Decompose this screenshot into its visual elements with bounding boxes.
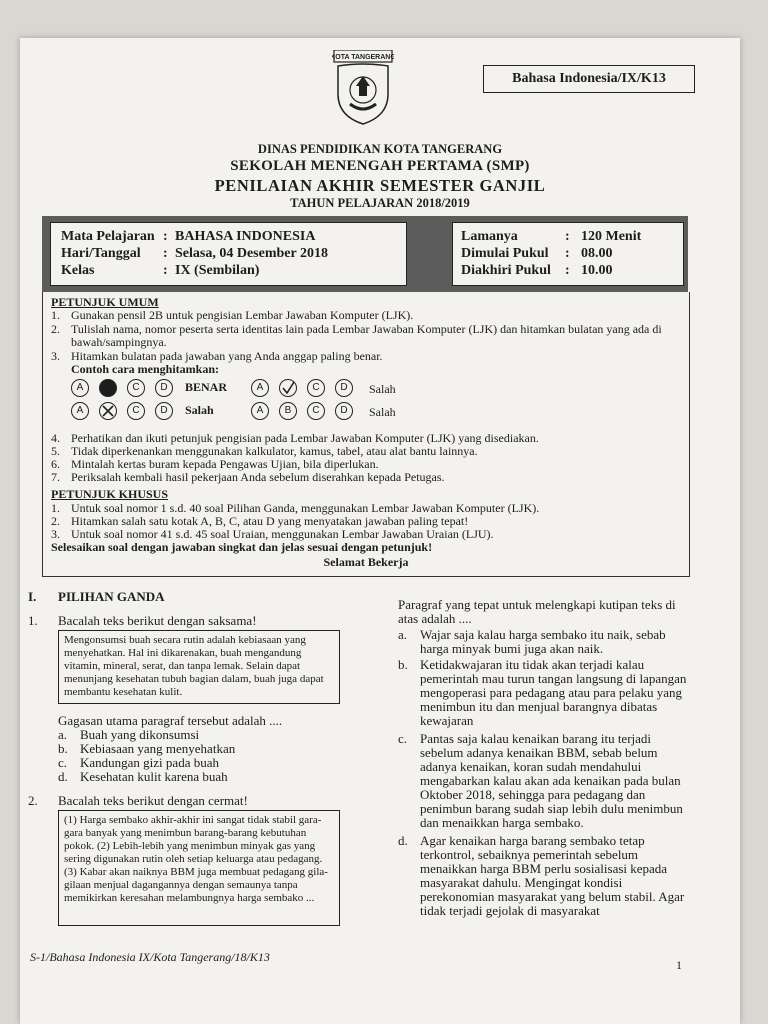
instructions-box: PETUNJUK UMUM 1. Gunakan pensil 2B untuk pengisian Lembar Jawaban Komputer (LJK). 2. Tulislah nama, nomor peserta serta identitas lain pada Lembar Jawaban Komputer (LJK) dan hitamkan bulatan yang ada di bawah/sampingnya. 3. Hitamkan bulatan pada jawaban yang Anda anggap paling benar. Contoh cara menghitamkan: A C D BENAR A C D Salah A C D Salah A B C D Salah 4. Perhatikan dan ikuti petunjuk pengisian pada Lembar Jawaban Komputer (LJK) yang disediakan. 5. Tidak diperkenankan menggunakan kalkulator, kamus, tabel, atau alat bantu lainnya. 6. Mintalah kertas buram kepada Pengawas Ujian, bila diperlukan. 7. Periksalah kembali hasil pekerjaan Anda sebelum diserahkan kepada Petugas. PETUNJUK KHUSUS 1. Untuk soal nomor 1 s.d. 40 soal Pilihan Ganda, menggunakan Lembar Jawaban Komputer (LJK). 2. Hitamkan salah satu kotak A, B, C, atau D yang menyatakan jawaban paling tepat! 3. Untuk soal nomor 41 s.d. 45 soal Uraian, menggunakan Lembar Jawaban Uraian (LJU). Selesaikan soal dengan jawaban singkat dan jelas sesuai dengan petunjuk! Selamat Bekerja xyxy=(42,292,690,577)
kota-tangerang-logo-icon xyxy=(332,50,394,126)
q2-option-c[interactable]: Pantas saja kalau kenaikan barang itu terjadi sebelum adanya kenaikan BBM, sebab belum adanya kenaikan, koran sudah mendahului mengabarkan kalau akan ada kenaikan pada bulan Oktober 2018, sehingga para pedagang dan penimbun barang sudah siap lebih dulu menimbun dan menaikkan harga sembako. xyxy=(420,731,683,830)
option-key: d. xyxy=(398,833,408,848)
q2-number: 2. xyxy=(28,793,38,808)
info-date: Selasa, 04 Desember 2018 xyxy=(175,246,328,261)
info-sep: : xyxy=(163,229,168,244)
benar-label: BENAR xyxy=(185,380,228,394)
option-key: b. xyxy=(58,741,68,756)
q1-question: Gagasan utama paragraf tersebut adalah .... xyxy=(58,713,283,728)
info-label: Dimulai Pukul xyxy=(461,246,549,261)
info-label: Hari/Tanggal xyxy=(61,246,141,261)
info-sep: : xyxy=(565,263,570,278)
info-right-box xyxy=(452,222,684,286)
info-end: 10.00 xyxy=(581,263,613,278)
q1-passage: Mengonsumsi buah secara rutin adalah kebiasaan yang menyehatkan. Hal ini dikarenakan, buah mengandung vitamin, mineral, serat, dan tanpa lemak. Selain dapat menunjang kesehatan tubuh bagian dalam, buah juga dapat membantu kesehatan kulit. xyxy=(58,630,340,704)
bubble-a: A xyxy=(251,379,269,397)
info-sep: : xyxy=(565,229,570,244)
q1-option-c[interactable]: Kandungan gizi pada buah xyxy=(80,755,219,770)
q1-option-a[interactable]: Buah yang dikonsumsi xyxy=(80,727,200,742)
option-key: d. xyxy=(58,769,68,784)
header-year: TAHUN PELAJARAN 2018/2019 xyxy=(290,196,470,210)
exam-page xyxy=(20,38,740,1024)
q1-option-d[interactable]: Kesehatan kulit karena buah xyxy=(80,769,228,784)
q2-option-d[interactable]: Agar kenaikan harga barang sembako tetap terkontrol, sebaiknya pemerintah sebelum menaikkan harga BBM perlu sosialisasi kepada masyarakat dahulu. Mengingat kondisi perekonomian masyarakat yang belum stabil. Agar tidak terjadi gejolak di masyarakat xyxy=(420,833,685,918)
contoh-label: Contoh cara menghitamkan: xyxy=(71,362,220,376)
bubble-d: D xyxy=(155,402,173,420)
bubble-a: A xyxy=(251,402,269,420)
bubble-d: D xyxy=(335,402,353,420)
footer-code: S-1/Bahasa Indonesia IX/Kota Tangerang/18/K13 xyxy=(30,950,270,964)
section-title: PILIHAN GANDA xyxy=(58,589,165,604)
check-mark-icon xyxy=(280,380,296,396)
info-left-box xyxy=(50,222,407,286)
selamat-bekerja: Selamat Bekerja xyxy=(323,555,409,569)
section-number: I. xyxy=(28,589,37,604)
q2-option-b[interactable]: Ketidakwajaran itu tidak akan terjadi kalau pemerintah mau turun tangan langsung di lapangan mengoperasi para pedagang atau para pelaku yang menimbun itu dan menjual barangnya dibatas kewajaran xyxy=(420,657,687,728)
info-start: 08.00 xyxy=(581,246,613,261)
info-sep: : xyxy=(163,246,168,261)
salah-label: Salah xyxy=(369,405,396,419)
option-key: a. xyxy=(58,727,68,742)
option-key: c. xyxy=(58,755,68,770)
bubble-d: D xyxy=(155,379,173,397)
bubble-a: A xyxy=(71,402,89,420)
header-school: SEKOLAH MENENGAH PERTAMA (SMP) xyxy=(230,158,530,174)
bubble-c: C xyxy=(307,379,325,397)
q1-number: 1. xyxy=(28,613,38,628)
option-key: b. xyxy=(398,657,408,672)
bubble-b: B xyxy=(279,402,297,420)
petunjuk-umum-title: PETUNJUK UMUM xyxy=(51,295,159,309)
info-sep: : xyxy=(163,263,168,278)
bubble-d: D xyxy=(335,379,353,397)
bubble-c: C xyxy=(127,379,145,397)
header-exam-title: PENILAIAN AKHIR SEMESTER GANJIL xyxy=(214,176,546,195)
q1-option-b[interactable]: Kebiasaan yang menyehatkan xyxy=(80,741,236,756)
bubble-c: C xyxy=(127,402,145,420)
petunjuk-khusus-title: PETUNJUK KHUSUS xyxy=(51,487,169,501)
page-number: 1 xyxy=(676,958,682,972)
option-key: a. xyxy=(398,627,408,642)
info-sep: : xyxy=(565,246,570,261)
bubble-crossed xyxy=(99,402,117,420)
q1-prompt: Bacalah teks berikut dengan saksama! xyxy=(58,613,257,628)
bubble-filled xyxy=(99,379,117,397)
bubble-c: C xyxy=(307,402,325,420)
q2-question: Paragraf yang tepat untuk melengkapi kutipan teks di atas adalah .... xyxy=(398,597,676,626)
option-key: c. xyxy=(398,731,408,746)
cross-mark-icon xyxy=(100,403,116,419)
info-label: Mata Pelajaran xyxy=(61,229,155,244)
salah-label: Salah xyxy=(185,403,214,417)
q2-prompt: Bacalah teks berikut dengan cermat! xyxy=(58,793,248,808)
info-class: IX (Sembilan) xyxy=(175,263,260,278)
info-duration: 120 Menit xyxy=(581,229,642,244)
subject-code-box: Bahasa Indonesia/IX/K13 xyxy=(483,65,695,93)
header-dinas: DINAS PENDIDIKAN KOTA TANGERANG xyxy=(257,142,503,156)
salah-label: Salah xyxy=(369,382,396,396)
petunjuk-note: Selesaikan soal dengan jawaban singkat dan jelas sesuai dengan petunjuk! xyxy=(51,540,433,554)
q2-option-a[interactable]: Wajar saja kalau harga sembako itu naik, sebab harga minyak bumi juga akan naik. xyxy=(420,627,666,656)
bubble-checked xyxy=(279,379,297,397)
info-label: Lamanya xyxy=(461,229,518,244)
logo-text: KOTA TANGERANG xyxy=(332,54,394,61)
bubble-a: A xyxy=(71,379,89,397)
q2-passage: (1) Harga sembako akhir-akhir ini sangat tidak stabil gara-gara banyak yang menimbun barang-barang kebutuhan pokok. (2) Lebih-lebih yang menimbun minyak gas yang sering digunakan rutin oleh setiap keluarga atau pedagang. (3) Kabar akan naiknya BBM juga membuat pedagang gila-gilaan menjual dagangannya dengan semaunya tanpa memikirkan keresahan melambungnya harga sembako ... xyxy=(58,810,340,926)
info-subject: BAHASA INDONESIA xyxy=(175,229,316,244)
info-label: Diakhiri Pukul xyxy=(461,263,551,278)
info-label: Kelas xyxy=(61,263,95,278)
